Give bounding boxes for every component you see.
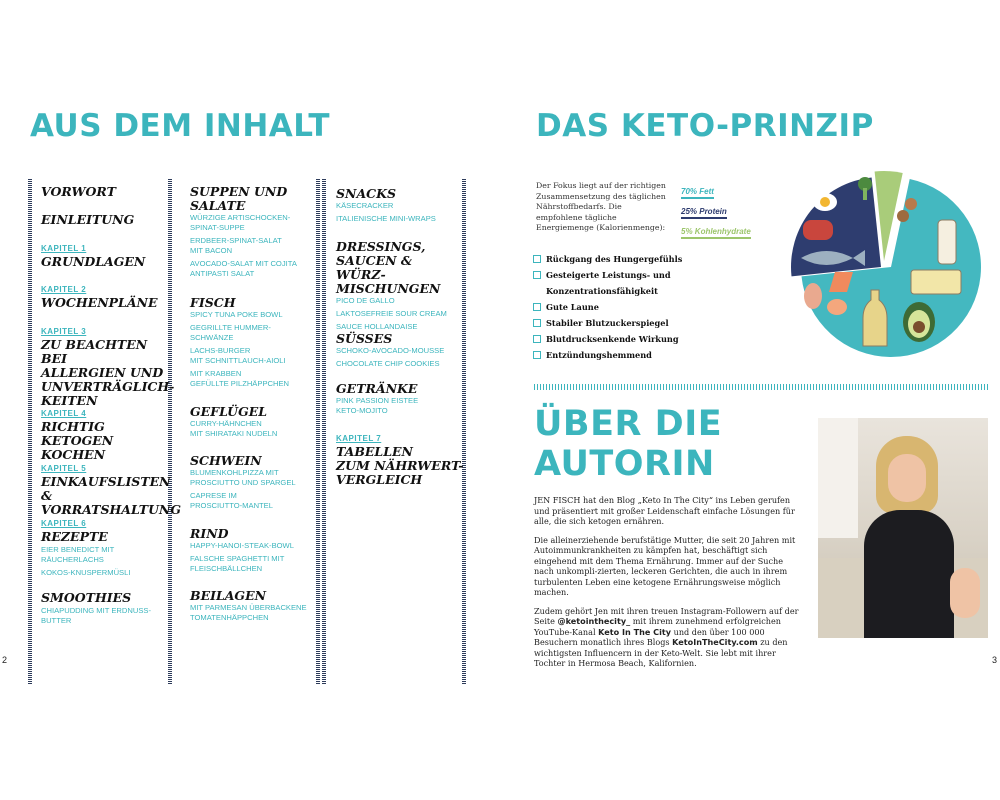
bio-paragraph-2: Die alleinerziehende berufstätige Mutter, die seit 20 Jahren mit Autoimmunkrankheiten zu kämpfen hat, beschäftigt sich eingehend mit dem Thema Ernährung. Immer auf der Suche nach unkompli-zierten, leckeren Gerichten, die auch in ihrem turbulenten Leben eine ketogene Ernährungsweise möglich machen. bbox=[534, 534, 796, 597]
toc-title: RICHTIG KETOGEN KOCHEN bbox=[41, 419, 114, 462]
toc-column-3 bbox=[322, 179, 466, 685]
toc-entry-kapitel-3[interactable] bbox=[41, 327, 175, 408]
recipe-item[interactable]: EIER BENEDICT MIT RÄUCHERLACHS bbox=[41, 545, 115, 564]
toc-entry-beilagen[interactable] bbox=[190, 589, 320, 623]
toc-entry-kapitel-1[interactable] bbox=[41, 244, 171, 269]
ratio-fett: 70% Fett bbox=[681, 186, 714, 199]
checkbox-icon bbox=[533, 319, 541, 327]
toc-entry-snacks[interactable] bbox=[336, 187, 466, 224]
toc-title: GRUNDLAGEN bbox=[41, 254, 146, 269]
window-shape bbox=[818, 418, 858, 538]
recipe-item[interactable]: LACHS-BURGER MIT SCHNITTLAUCH-AIOLI bbox=[190, 346, 286, 365]
column-divider bbox=[322, 179, 326, 685]
toc-entry-einleitung[interactable] bbox=[41, 213, 171, 227]
toc-title: TABELLEN ZUM NÄHRWERT- VERGLEICH bbox=[336, 444, 464, 487]
section-divider bbox=[534, 384, 990, 390]
toc-entry-dressings[interactable] bbox=[336, 240, 466, 332]
checkbox-icon bbox=[533, 351, 541, 359]
author-heading: ÜBER DIE AUTORIN bbox=[534, 404, 723, 484]
checkbox-icon bbox=[533, 303, 541, 311]
toc-entry-smoothies[interactable] bbox=[41, 591, 171, 626]
broccoli-stem-icon bbox=[863, 188, 867, 200]
toc-entry-getraenke[interactable] bbox=[336, 382, 466, 416]
page-number-right: 3 bbox=[992, 655, 998, 665]
checkbox-icon bbox=[533, 255, 541, 263]
recipe-item[interactable]: CHOCOLATE CHIP COOKIES bbox=[336, 359, 440, 368]
toc-title: SÜSSES bbox=[336, 331, 393, 346]
blog-link[interactable]: KetoInTheCity.com bbox=[672, 637, 758, 647]
toc-title: RIND bbox=[190, 526, 229, 541]
bio-paragraph-3: Zudem gehört Jen mit ihren treuen Instagram-Followern auf der Seite @ketointhecity_ mit ihrem zunehmend erfolgreichen YouTube-Kanal Keto In The City und den über 100 000 Besuchern monatlich ihres Blogs KetoInTheCity.com zu den wichtigsten Influencern in der Keto-Welt. Sie lebt mit ihrer Tochter in Hermosa Beach, Kalifornien. bbox=[534, 605, 799, 668]
recipe-item[interactable]: ITALIENISCHE MINI-WRAPS bbox=[336, 214, 436, 223]
toc-title: EINLEITUNG bbox=[41, 212, 135, 227]
recipe-item[interactable]: MIT PARMESAN ÜBERBACKENE TOMATENHÄPPCHEN bbox=[190, 603, 307, 622]
avocado-seed-icon bbox=[913, 321, 925, 333]
recipe-item[interactable]: CURRY-HÄHNCHEN MIT SHIRATAKI NUDELN bbox=[190, 419, 278, 438]
toc-entry-rind[interactable] bbox=[190, 527, 320, 574]
nut-icon bbox=[905, 198, 917, 210]
toc-title: FISCH bbox=[190, 295, 236, 310]
toc-entry-gefluegel[interactable] bbox=[190, 405, 320, 439]
author-arm-shape bbox=[950, 568, 980, 618]
ratio-protein: 25% Protein bbox=[681, 206, 727, 219]
egg-yolk-icon bbox=[820, 197, 830, 207]
toc-title: SCHWEIN bbox=[190, 453, 262, 468]
butter-icon bbox=[911, 270, 961, 294]
toc-title: VORWORT bbox=[41, 184, 116, 199]
toc-column-1 bbox=[28, 179, 182, 685]
chapter-label: KAPITEL 1 bbox=[41, 244, 87, 253]
ratio-kohlenhydrate: 5% Kohlenhydrate bbox=[681, 226, 751, 239]
recipe-item[interactable]: KÄSECRACKER bbox=[336, 201, 394, 210]
toc-title: SUPPEN UND SALATE bbox=[190, 184, 288, 213]
toc-title: REZEPTE bbox=[41, 529, 108, 544]
recipe-item[interactable]: BLUMENKOHLPIZZA MIT PROSCIUTTO UND SPARGEL bbox=[190, 468, 296, 487]
column-divider bbox=[28, 179, 32, 685]
toc-entry-kapitel-6[interactable] bbox=[41, 519, 171, 578]
author-body-shape bbox=[864, 510, 954, 638]
author-bio bbox=[534, 495, 804, 677]
recipe-item[interactable]: SPICY TUNA POKE BOWL bbox=[190, 310, 283, 319]
recipe-item[interactable]: MIT KRABBEN GEFÜLLTE PILZHÄPPCHEN bbox=[190, 369, 290, 388]
toc-entry-schwein[interactable] bbox=[190, 454, 320, 511]
toc-title: SMOOTHIES bbox=[41, 590, 132, 605]
chicken-leg-icon bbox=[804, 283, 822, 309]
recipe-item[interactable]: PICO DE GALLO bbox=[336, 296, 395, 305]
recipe-item[interactable]: CHIAPUDDING MIT ERDNUSS- BUTTER bbox=[41, 606, 151, 625]
page-number-left: 2 bbox=[2, 655, 8, 665]
toc-title: ZU BEACHTEN BEI ALLERGIEN UND UNVERTRÄGLICH- KEITEN bbox=[41, 337, 175, 408]
recipe-item[interactable]: WÜRZIGE ARTISCHOCKEN- SPINAT-SUPPE bbox=[190, 213, 291, 232]
recipe-item[interactable]: HAPPY-HANOI-STEAK-BOWL bbox=[190, 541, 294, 550]
checkbox-icon bbox=[533, 271, 541, 279]
toc-entry-suppen[interactable] bbox=[190, 185, 320, 279]
chapter-label: KAPITEL 3 bbox=[41, 327, 87, 336]
recipe-item[interactable]: KETO-MOJITO bbox=[336, 406, 388, 415]
chapter-label: KAPITEL 7 bbox=[336, 434, 382, 443]
recipe-item[interactable]: ERDBEER-SPINAT-SALAT MIT BACON bbox=[190, 236, 282, 255]
recipe-item[interactable]: FALSCHE SPAGHETTI MIT FLEISCHBÄLLCHEN bbox=[190, 554, 285, 573]
recipe-item[interactable]: KOKOS-KNUSPERMÜSLI bbox=[41, 568, 131, 577]
toc-entry-fisch[interactable] bbox=[190, 296, 320, 389]
recipe-item[interactable]: SCHOKO-AVOCADO-MOUSSE bbox=[336, 346, 445, 355]
toc-entry-vorwort[interactable] bbox=[41, 185, 171, 199]
recipe-item[interactable]: GEGRILLTE HUMMER- SCHWÄNZE bbox=[190, 323, 271, 342]
toc-title: BEILAGEN bbox=[190, 588, 267, 603]
toc-heading: AUS DEM INHALT bbox=[30, 108, 331, 144]
recipe-item[interactable]: SAUCE HOLLANDAISE bbox=[336, 322, 418, 331]
toc-title: EINKAUFSLISTEN & VORRATSHALTUNG bbox=[41, 474, 182, 517]
macro-pie-chart bbox=[783, 170, 988, 360]
milk-bottle-icon bbox=[938, 220, 956, 264]
toc-title: SNACKS bbox=[336, 186, 396, 201]
toc-entry-kapitel-4[interactable] bbox=[41, 409, 171, 462]
keto-intro: Der Fokus liegt auf der richtigen Zusammensetzung des täglichen Nährstoffbedarfs. Die empfohlene tägliche Energiemenge (Kalorienmenge): bbox=[536, 181, 666, 232]
toc-entry-kapitel-7[interactable] bbox=[336, 434, 466, 487]
recipe-item[interactable]: AVOCADO-SALAT MIT COJITA ANTIPASTI SALAT bbox=[190, 259, 297, 278]
chapter-label: KAPITEL 2 bbox=[41, 285, 87, 294]
chapter-label: KAPITEL 5 bbox=[41, 464, 87, 473]
chapter-label: KAPITEL 4 bbox=[41, 409, 87, 418]
toc-entry-kapitel-2[interactable] bbox=[41, 285, 171, 310]
recipe-item[interactable]: LAKTOSEFREIE SOUR CREAM bbox=[336, 309, 447, 318]
toc-column-2 bbox=[176, 179, 320, 685]
bio-paragraph-1: JEN FISCH hat den Blog „Keto In The City“ ins Leben gerufen und präsentiert mit großer Leidenschaft einfache Lösungen für alle, die sich ketogen ernähren. bbox=[534, 495, 795, 526]
toc-title: WOCHENPLÄNE bbox=[41, 295, 158, 310]
recipe-item[interactable]: PINK PASSION EISTEE bbox=[336, 396, 419, 405]
toc-entry-kapitel-5[interactable] bbox=[41, 464, 182, 517]
author-photo bbox=[818, 418, 988, 638]
keto-heading: DAS KETO-PRINZIP bbox=[536, 108, 874, 144]
youtube-channel[interactable]: Keto In The City bbox=[598, 626, 672, 637]
toc-title: DRESSINGS, SAUCEN & WÜRZ- MISCHUNGEN bbox=[336, 239, 441, 296]
author-face-shape bbox=[888, 454, 926, 502]
chapter-label: KAPITEL 6 bbox=[41, 519, 87, 528]
instagram-handle[interactable]: @ketointhecity_ bbox=[557, 616, 631, 626]
toc-title: GEFLÜGEL bbox=[190, 404, 268, 419]
steak-icon bbox=[803, 220, 833, 240]
recipe-item[interactable]: CAPRESE IM PROSCIUTTO-MANTEL bbox=[190, 491, 273, 510]
checkbox-icon bbox=[533, 335, 541, 343]
nut-icon bbox=[897, 210, 909, 222]
toc-entry-suesses[interactable] bbox=[336, 332, 466, 369]
macro-ratios bbox=[681, 181, 781, 239]
toc-title: GETRÄNKE bbox=[336, 381, 418, 396]
shrimp-icon bbox=[827, 299, 847, 315]
